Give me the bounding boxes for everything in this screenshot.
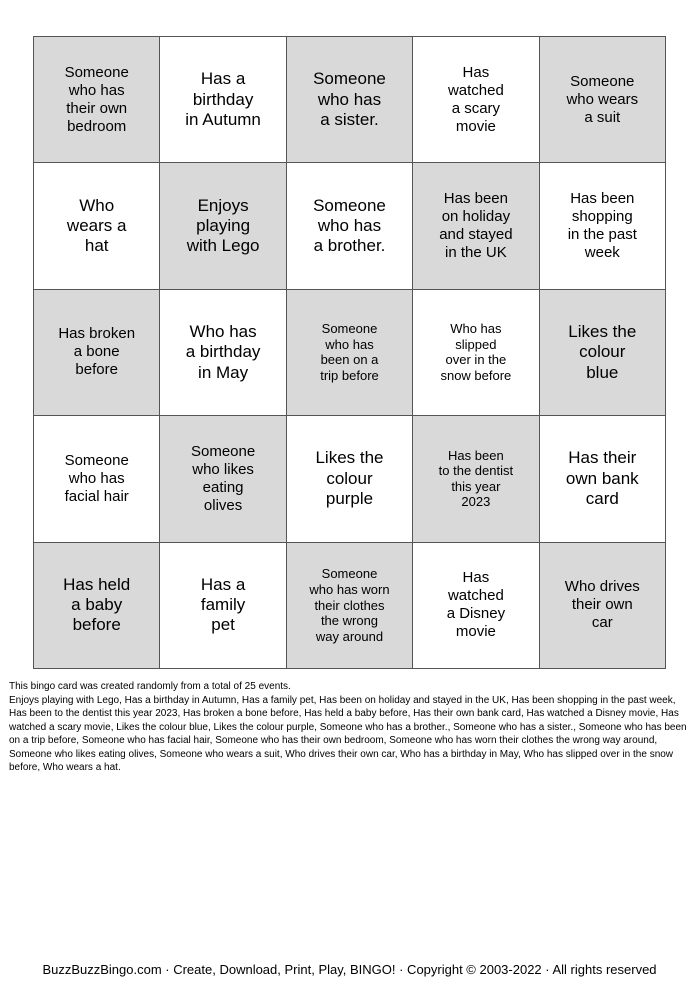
bingo-cell-text: Likes the colour blue (568, 321, 637, 382)
bingo-cell (34, 290, 160, 416)
bingo-cell-text: Has been shopping in the past week (567, 190, 637, 262)
bingo-cell-text: Has held a baby before (63, 574, 131, 635)
bingo-cell (540, 37, 666, 163)
bingo-cell-text: Has a family pet (200, 574, 246, 635)
bingo-cell (34, 416, 160, 542)
bingo-cell (413, 416, 539, 542)
bingo-card-grid (33, 36, 666, 669)
page-footer: BuzzBuzzBingo.com · Create, Download, Print, Play, BINGO! · Copyright © 2003-2022 · All rights reserved (42, 962, 657, 977)
bingo-cell-text: Has watched a scary movie (447, 63, 504, 135)
bingo-cell (34, 163, 160, 289)
bingo-cell-text: Has been on holiday and stayed in the UK (439, 190, 513, 262)
bingo-cell (413, 37, 539, 163)
bingo-cell-text: Who drives their own car (564, 578, 640, 632)
bingo-cell-text: Someone who has their own bedroom (64, 63, 129, 135)
bingo-cell (160, 290, 286, 416)
bingo-cell-text: Someone who has a sister. (313, 69, 386, 129)
bingo-cell-text: Someone who has been on a trip before (320, 321, 379, 384)
bingo-cell-text: Has broken a bone before (58, 325, 136, 379)
bingo-cell (34, 543, 160, 669)
bingo-cell (287, 163, 413, 289)
bingo-cell (540, 290, 666, 416)
bingo-cell (287, 37, 413, 163)
bingo-cell (540, 416, 666, 542)
bingo-cell-text: Likes the colour purple (315, 448, 384, 509)
bingo-cell (287, 290, 413, 416)
bingo-cell-text: Someone who wears a suit (566, 72, 639, 126)
bingo-cell-text: Someone who has a brother. (313, 195, 386, 256)
bingo-cell-text: Who wears a hat (66, 195, 127, 256)
bingo-cell (160, 163, 286, 289)
bingo-cell (34, 37, 160, 163)
bingo-cell-text: Has their own bank card (565, 448, 639, 509)
card-event-list: Enjoys playing with Lego, Has a birthday in Autumn, Has a family pet, Has been on holiday and stayed in the UK, Has been shopping in the past week, Has been to the dentist this year 2023, Has broken a bone before, Has held a baby before, Has their own bank card, Has watched a Disney movie, Has watched a scary movie, Likes the colour blue, Likes the colour purple, Someone who has a brother., Someone who has a sister., Someone who has been on a trip before, Someone who has facial hair, Someone who has their own bedroom, Someone who has worn their clothes the wrong way around, Someone who likes eating olives, Someone who wears a suit, Who drives their own car, Who has a birthday in May, Who has slipped over in the snow before, Who wears a hat. (9, 694, 687, 773)
bingo-cell (160, 416, 286, 542)
card-description (9, 680, 689, 775)
bingo-cell-text: Someone who has facial hair (64, 451, 129, 505)
bingo-cell (540, 163, 666, 289)
bingo-cell (540, 543, 666, 669)
bingo-cell-text: Enjoys playing with Lego (186, 195, 260, 256)
bingo-cell-text: Someone who likes eating olives (190, 442, 256, 514)
bingo-cell (413, 290, 539, 416)
bingo-cell-text: Who has a birthday in May (185, 321, 261, 382)
bingo-cell (413, 543, 539, 669)
bingo-cell (160, 37, 286, 163)
bingo-cell-text: Someone who has worn their clothes the wrong way around (309, 566, 390, 644)
bingo-cell-text: Has been to the dentist this year 2023 (438, 447, 514, 510)
bingo-cell (160, 543, 286, 669)
card-intro: This bingo card was created randomly from a total of 25 events. (9, 681, 291, 692)
bingo-cell-text: Has a birthday in Autumn (185, 69, 261, 129)
bingo-cell (413, 163, 539, 289)
bingo-cell-text: Has watched a Disney movie (446, 569, 506, 641)
bingo-cell-text: Who has slipped over in the snow before (440, 321, 512, 384)
bingo-cell (287, 416, 413, 542)
bingo-cell (287, 543, 413, 669)
